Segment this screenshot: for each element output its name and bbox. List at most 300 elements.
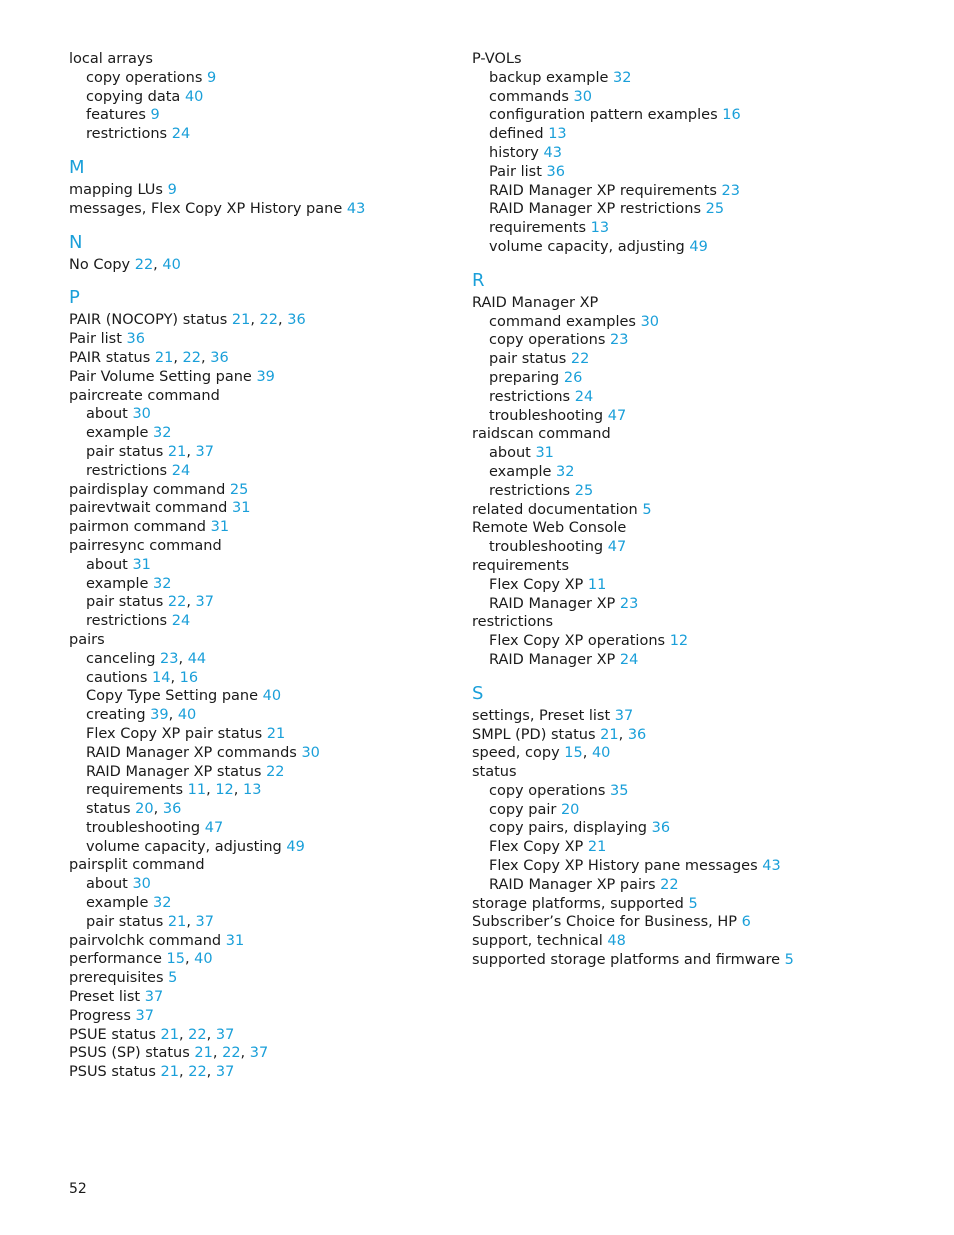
index-subentry [472, 876, 912, 895]
page-reference-link[interactable]: 22 [266, 763, 285, 780]
page-reference-link[interactable]: 24 [171, 126, 191, 143]
index-term: requirements [472, 557, 570, 574]
page-reference-link[interactable]: 36 [162, 801, 182, 818]
index-term: command examples [489, 313, 636, 330]
page-reference-link[interactable]: 21 [160, 1064, 179, 1081]
index-term: support, technical [472, 933, 603, 950]
page-reference-link[interactable]: 21 [266, 725, 286, 742]
page-reference-link[interactable]: 21 [167, 443, 187, 460]
index-term: restrictions [86, 462, 168, 479]
index-subentry [69, 462, 449, 481]
index-subentry [472, 88, 912, 107]
index-entry [472, 519, 912, 538]
index-term: copy pair [489, 801, 557, 818]
index-entry: PSUE status 21, 22, 37 [69, 1026, 235, 1043]
page-reference-link[interactable]: 24 [619, 651, 639, 668]
index-term: troubleshooting [489, 539, 604, 556]
index-entry [69, 200, 449, 219]
index-term: settings, Preset list [472, 707, 611, 724]
index-subentry [472, 219, 912, 238]
index-term: RAID Manager XP [489, 595, 616, 612]
page-reference-link[interactable]: 6 [741, 914, 751, 931]
index-term: Progress [69, 1007, 131, 1024]
page-reference-link[interactable]: 31 [132, 556, 151, 573]
index-term: No Copy [69, 256, 131, 273]
page-reference-link[interactable]: 39 [150, 707, 169, 724]
index-term: restrictions [86, 613, 168, 630]
index-subentry: canceling 23, 44 [86, 650, 207, 667]
index-term: pair status [489, 351, 567, 368]
index-section-letter: N [69, 231, 83, 253]
index-subentry [472, 331, 912, 350]
page-reference-link[interactable]: 22 [188, 1064, 207, 1081]
index-term: restrictions [472, 614, 554, 631]
index-term: Flex Copy XP [489, 839, 584, 856]
index-term: creating [86, 707, 146, 724]
page-reference-link[interactable]: 20 [135, 801, 154, 818]
index-term: copy operations [86, 69, 203, 86]
index-entry [69, 537, 449, 556]
index-term: about [86, 406, 128, 423]
index-term: pair status [86, 913, 164, 930]
page-reference-link[interactable]: 43 [762, 858, 781, 875]
index-term: troubleshooting [86, 819, 201, 836]
index-entry [472, 895, 912, 914]
index-entry: SMPL (PD) status 21, 36 [472, 726, 647, 743]
page-reference-link[interactable]: 44 [187, 650, 207, 667]
page-reference-link[interactable]: 40 [184, 88, 204, 105]
index-term: example [86, 895, 149, 912]
index-column-right [472, 50, 912, 970]
index-subentry [472, 182, 912, 201]
page-reference-link[interactable]: 22 [222, 1045, 241, 1062]
index-subentry [69, 725, 449, 744]
index-entry [472, 707, 912, 726]
index-term: status [86, 801, 131, 818]
index-term: Pair list [489, 163, 542, 180]
page-reference-link[interactable]: 47 [607, 407, 627, 424]
page-reference-link[interactable]: 12 [215, 782, 234, 799]
index-entry [69, 518, 449, 537]
index-term: RAID Manager XP status [86, 763, 262, 780]
index-subentry [472, 632, 912, 651]
index-entry [69, 181, 449, 200]
index-subentry [472, 444, 912, 463]
page-reference-link[interactable]: 30 [132, 406, 151, 423]
page-reference-link[interactable]: 30 [573, 88, 592, 105]
page-reference-link[interactable]: 47 [607, 539, 627, 556]
index-term: requirements [86, 782, 184, 799]
index-term: restrictions [489, 388, 571, 405]
page-reference-link[interactable]: 14 [152, 669, 171, 686]
page-reference-link[interactable]: 32 [556, 463, 575, 480]
index-subentry [69, 687, 449, 706]
index-term: pairvolchk command [69, 932, 222, 949]
index-subentry [472, 782, 912, 801]
index-subentry [472, 482, 912, 501]
page-reference-link[interactable]: 37 [249, 1045, 269, 1062]
page-reference-link[interactable]: 9 [207, 69, 217, 86]
page-reference-link[interactable]: 40 [162, 256, 181, 273]
index-term: pairdisplay command [69, 481, 226, 498]
index-subentry [472, 538, 912, 557]
index-term: PSUE status [69, 1026, 156, 1043]
page-reference-link[interactable]: 25 [574, 482, 594, 499]
index-term: preparing [489, 369, 560, 386]
page-number: 52 [69, 1181, 87, 1197]
page-reference-link[interactable]: 25 [229, 481, 249, 498]
index-entry [472, 913, 912, 932]
index-entry [472, 425, 912, 444]
index-subentry: pair status 21, 37 [86, 913, 214, 930]
index-term: P-VOLs [472, 51, 522, 67]
index-term: PAIR (NOCOPY) status [69, 312, 228, 329]
index-entry: speed, copy 15, 40 [472, 745, 611, 762]
page-reference-link[interactable]: 23 [721, 182, 740, 199]
index-subentry [69, 875, 449, 894]
page-reference-link[interactable]: 31 [232, 500, 251, 517]
index-subentry [472, 69, 912, 88]
index-subentry [69, 69, 449, 88]
page-reference-link[interactable]: 36 [287, 312, 306, 329]
page-reference-link[interactable]: 25 [705, 201, 725, 218]
page-reference-link[interactable]: 37 [195, 594, 214, 611]
page-reference-link[interactable]: 9 [167, 181, 177, 198]
index-subentry [472, 125, 912, 144]
page-reference-link[interactable]: 15 [564, 745, 583, 762]
page-reference-link[interactable]: 22 [660, 876, 679, 893]
index-entry: PSUS status 21, 22, 37 [69, 1064, 235, 1081]
index-entry [69, 368, 449, 387]
index-term: copy pairs, displaying [489, 820, 647, 837]
index-term: copy operations [489, 332, 606, 349]
index-subentry [472, 350, 912, 369]
page-reference-link[interactable]: 30 [640, 313, 660, 330]
index-entry [69, 932, 449, 951]
index-term: pairevtwait command [69, 500, 228, 517]
index-term: supported storage platforms and firmware [472, 952, 781, 969]
page-reference-link[interactable]: 43 [346, 200, 366, 217]
index-subentry: creating 39, 40 [86, 707, 197, 724]
index-subentry [472, 407, 912, 426]
index-subentry [472, 163, 912, 182]
index-term: volume capacity, adjusting [489, 238, 685, 255]
index-term: Pair Volume Setting pane [69, 368, 252, 385]
index-term: features [86, 107, 146, 124]
index-term: Pair list [69, 331, 122, 348]
page-reference-link[interactable]: 32 [613, 69, 632, 86]
index-term: related documentation [472, 501, 638, 518]
index-subentry [472, 857, 912, 876]
index-subentry [472, 576, 912, 595]
index-term: pairsplit command [69, 857, 205, 874]
index-subentry [472, 144, 912, 163]
index-subentry [472, 388, 912, 407]
index-subentry [69, 763, 449, 782]
page-reference-link[interactable]: 32 [153, 895, 172, 912]
page-reference-link[interactable]: 5 [168, 970, 178, 987]
page-reference-link[interactable]: 22 [182, 349, 201, 366]
index-term: example [489, 463, 552, 480]
index-subentry [69, 424, 449, 443]
index-term: local arrays [69, 51, 153, 67]
page-reference-link[interactable]: 39 [256, 368, 275, 385]
index-subentry: requirements 11, 12, 13 [86, 782, 262, 799]
index-subentry [69, 405, 449, 424]
index-entry [69, 481, 449, 500]
index-term: Flex Copy XP operations [489, 633, 666, 650]
index-subentry [472, 238, 912, 257]
page-reference-link[interactable]: 22 [188, 1026, 207, 1043]
index-entry [472, 932, 912, 951]
page-reference-link[interactable]: 5 [688, 895, 698, 912]
index-term: restrictions [489, 482, 571, 499]
index-term: pair status [86, 594, 164, 611]
page-reference-link[interactable]: 40 [177, 707, 197, 724]
index-term: about [489, 445, 531, 462]
index-section-letter: M [69, 156, 85, 178]
index-entry [69, 631, 449, 650]
page-reference-link[interactable]: 47 [204, 819, 224, 836]
index-term: PAIR status [69, 349, 151, 366]
index-term: pairs [69, 631, 105, 648]
page-reference-link[interactable]: 32 [153, 425, 172, 442]
index-term: PSUS status [69, 1064, 156, 1081]
index-term: volume capacity, adjusting [86, 838, 282, 855]
index-subentry [472, 838, 912, 857]
index-term: performance [69, 951, 162, 968]
page-reference-link[interactable]: 21 [160, 1026, 179, 1043]
page-reference-link[interactable]: 24 [574, 388, 594, 405]
index-term: copying data [86, 88, 181, 105]
index-term: speed, copy [472, 745, 560, 762]
page-reference-link[interactable]: 22 [570, 351, 590, 368]
page-reference-link[interactable]: 43 [543, 144, 562, 161]
page-reference-link[interactable]: 26 [563, 369, 583, 386]
page-reference-link[interactable]: 36 [210, 349, 229, 366]
index-subentry [69, 125, 449, 144]
index-subentry [472, 200, 912, 219]
page-reference-link[interactable]: 40 [194, 951, 213, 968]
index-entry [472, 50, 912, 69]
index-entry [472, 557, 912, 576]
page-reference-link[interactable]: 20 [560, 801, 580, 818]
index-entry [69, 387, 449, 406]
page-reference-link[interactable]: 21 [167, 913, 187, 930]
index-term: Flex Copy XP History pane messages [489, 858, 758, 875]
index-subentry [472, 369, 912, 388]
index-term: RAID Manager XP [472, 294, 599, 311]
page-reference-link[interactable]: 24 [171, 462, 191, 479]
page-reference-link[interactable]: 37 [195, 443, 214, 460]
index-entry [69, 330, 449, 349]
index-term: Copy Type Setting pane [86, 688, 259, 705]
index-entry [69, 1007, 449, 1026]
index-term: Subscriber’s Choice for Business, HP [472, 914, 738, 931]
index-column-left [69, 50, 449, 1082]
index-term: backup example [489, 69, 609, 86]
page-reference-link[interactable]: 24 [171, 613, 191, 630]
page-reference-link[interactable]: 49 [286, 838, 305, 855]
index-subentry [472, 463, 912, 482]
index-term: configuration pattern examples [489, 107, 718, 124]
page-reference-link[interactable]: 22 [134, 256, 154, 273]
index-entry [69, 988, 449, 1007]
index-entry: performance 15, 40 [69, 951, 213, 968]
page-reference-link[interactable]: 36 [627, 726, 647, 743]
page-reference-link[interactable]: 36 [126, 331, 145, 348]
index-subentry [69, 106, 449, 125]
index-term: RAID Manager XP [489, 651, 616, 668]
page-reference-link[interactable]: 22 [167, 594, 187, 611]
index-subentry [69, 838, 449, 857]
index-entry: PSUS (SP) status 21, 22, 37 [69, 1045, 269, 1062]
index-term: commands [489, 88, 569, 105]
page-reference-link[interactable]: 37 [144, 989, 164, 1006]
index-subentry: pair status 22, 37 [86, 594, 214, 611]
index-term: RAID Manager XP restrictions [489, 201, 702, 218]
index-term: prerequisites [69, 970, 164, 987]
page-reference-link[interactable]: 48 [607, 933, 626, 950]
index-subentry: status 20, 36 [86, 801, 182, 818]
page-reference-link[interactable]: 31 [225, 932, 245, 949]
index-subentry [472, 651, 912, 670]
page-reference-link[interactable]: 21 [600, 726, 619, 743]
index-term: raidscan command [472, 426, 611, 443]
index-term: restrictions [86, 126, 168, 143]
page-reference-link[interactable]: 30 [132, 876, 151, 893]
page-reference-link[interactable]: 12 [669, 633, 689, 650]
index-term: history [489, 144, 539, 161]
page-reference-link[interactable]: 13 [242, 782, 262, 799]
index-term: Preset list [69, 989, 141, 1006]
page-reference-link[interactable]: 13 [590, 220, 610, 237]
index-term: mapping LUs [69, 181, 163, 198]
index-term: example [86, 575, 149, 592]
index-entry [69, 856, 449, 875]
page-reference-link[interactable]: 32 [153, 575, 172, 592]
index-subentry [472, 801, 912, 820]
page-reference-link[interactable]: 21 [587, 839, 607, 856]
page-reference-link[interactable]: 40 [591, 745, 611, 762]
index-term: paircreate command [69, 387, 220, 404]
index-term: RAID Manager XP requirements [489, 182, 717, 199]
index-term: RAID Manager XP pairs [489, 876, 656, 893]
index-term: canceling [86, 650, 156, 667]
index-term: about [86, 556, 128, 573]
index-subentry [472, 106, 912, 125]
index-term: copy operations [489, 782, 606, 799]
index-entry [69, 499, 449, 518]
index-entry: PAIR (NOCOPY) status 21, 22, 36 [69, 312, 306, 329]
index-entry [472, 501, 912, 520]
index-term: pairmon command [69, 519, 206, 536]
page-reference-link[interactable]: 16 [722, 107, 741, 124]
index-section-letter: R [472, 269, 485, 291]
index-subentry [472, 819, 912, 838]
page-reference-link[interactable]: 5 [784, 952, 794, 969]
page-reference-link[interactable]: 40 [262, 688, 282, 705]
index-subentry [472, 313, 912, 332]
page-reference-link[interactable]: 37 [614, 707, 634, 724]
index-term: troubleshooting [489, 407, 604, 424]
page-reference-link[interactable]: 23 [610, 332, 629, 349]
page-reference-link[interactable]: 36 [651, 820, 671, 837]
index-term: PSUS (SP) status [69, 1045, 190, 1062]
page-reference-link[interactable]: 37 [215, 1064, 235, 1081]
index-subentry [472, 595, 912, 614]
index-term: Flex Copy XP [489, 576, 584, 593]
page-reference-link[interactable]: 13 [548, 126, 567, 143]
index-term: pairresync command [69, 537, 222, 554]
index-entry [472, 613, 912, 632]
page-reference-link[interactable]: 31 [535, 445, 554, 462]
page-reference-link[interactable]: 31 [210, 519, 230, 536]
page-reference-link[interactable]: 37 [215, 1026, 235, 1043]
index-subentry [69, 556, 449, 575]
page-reference-link[interactable]: 16 [179, 669, 199, 686]
index-entry [472, 951, 912, 970]
page-reference-link[interactable]: 49 [689, 238, 708, 255]
page-reference-link[interactable]: 37 [135, 1007, 154, 1024]
page-reference-link[interactable]: 5 [642, 501, 652, 518]
index-subentry [69, 894, 449, 913]
index-subentry [69, 575, 449, 594]
page-reference-link[interactable]: 22 [259, 312, 278, 329]
page-reference-link[interactable]: 30 [301, 744, 320, 761]
page-reference-link[interactable]: 21 [231, 312, 251, 329]
page-reference-link[interactable]: 9 [150, 107, 160, 124]
page-reference-link[interactable]: 11 [587, 576, 607, 593]
index-term: messages, Flex Copy XP History pane [69, 200, 343, 217]
page-reference-link[interactable]: 11 [187, 782, 207, 799]
index-term: about [86, 876, 128, 893]
index-entry [472, 763, 912, 782]
index-term: requirements [489, 220, 587, 237]
index-entry [69, 50, 449, 69]
index-subentry [69, 612, 449, 631]
index-term: SMPL (PD) status [472, 726, 596, 743]
index-section-letter: S [472, 682, 484, 704]
index-subentry: cautions 14, 16 [86, 669, 199, 686]
index-subentry [69, 819, 449, 838]
index-section-letter: P [69, 287, 80, 309]
index-term: storage platforms, supported [472, 895, 684, 912]
page-reference-link[interactable]: 21 [194, 1045, 213, 1062]
index-subentry: pair status 21, 37 [86, 443, 214, 460]
index-term: example [86, 425, 149, 442]
index-term: pair status [86, 443, 164, 460]
index-entry: No Copy 22, 40 [69, 256, 181, 273]
index-entry [472, 294, 912, 313]
page-reference-link[interactable]: 15 [166, 951, 185, 968]
index-term: defined [489, 126, 544, 143]
index-subentry [69, 88, 449, 107]
index-subentry [69, 744, 449, 763]
index-entry [69, 969, 449, 988]
page-reference-link[interactable]: 23 [160, 650, 179, 667]
index-entry: PAIR status 21, 22, 36 [69, 349, 229, 366]
index-term: status [472, 764, 517, 781]
page-reference-link[interactable]: 35 [610, 782, 629, 799]
index-term: cautions [86, 669, 148, 686]
page-reference-link[interactable]: 37 [195, 913, 214, 930]
index-term: RAID Manager XP commands [86, 744, 297, 761]
index-term: Flex Copy XP pair status [86, 725, 263, 742]
page-reference-link[interactable]: 23 [619, 595, 639, 612]
page-reference-link[interactable]: 21 [154, 349, 174, 366]
page-reference-link[interactable]: 36 [546, 163, 565, 180]
